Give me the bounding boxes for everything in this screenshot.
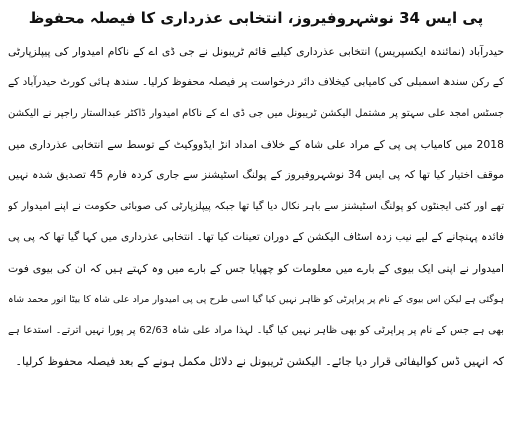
body-line: حیدرآباد (نمائندہ ایکسپریس) انتخابی عذرداری کیلیے قائم ٹریبونل نے جی ڈی اے کے ناکام امیدوار کی پیپلزپارٹی <box>8 45 504 58</box>
body-line: کے رکن سندھ اسمبلی کی کامیابی کیخلاف دائر درخواست پر فیصلہ محفوظ کرلیا۔ سندھ ہائی کورٹ حیدرآباد کے <box>8 76 504 88</box>
article-headline: پی ایس 34 نوشہروفیروز، انتخابی عذرداری کا فیصلہ محفوظ <box>28 9 484 27</box>
body-line: کہ انہیں ڈس کوالیفائی قرار دیا جائے۔ الیکشن ٹریبونل نے دلائل مکمل ہونے کے بعد فیصلہ محفوظ کرلیا۔ <box>15 355 504 368</box>
body-line: بھی ہے جس کے نام پر پراپرٹی کو بھی ظاہر نہیں کیا گیا۔ لہذا مراد علی شاہ 62/63 پر پورا نہیں اترتے۔ استدعا ہے <box>8 325 504 336</box>
body-line: 2018 میں کامیاب پی پی کے مراد علی شاہ کے خلاف امداد انڑ ایڈووکیٹ کے توسط سے انتخابی عذرداری میں <box>8 138 504 151</box>
body-line: فائدہ پہنچانے کے لیے نیب زدہ اسٹاف الیکشن کے دوران تعینات کیا تھا۔ انتخابی عذرداری میں کہا گیا تھا کہ پی پی <box>8 231 504 243</box>
body-line: تھے اور کئی ایجنٹوں کو پولنگ اسٹیشنز سے باہر نکال دیا گیا تھا جبکہ پیپلزپارٹی کی صوبائی حکومت نے اپنے امیدوار کو <box>8 201 504 212</box>
body-line: موقف اختیار کیا تھا کہ پی ایس 34 نوشہروفیروز کے پولنگ اسٹیشنز سے جاری کردہ فارم 45 تصدیق شدہ نہیں <box>8 169 504 181</box>
body-line: ہوگئی ہے لیکن اس بیوی کے نام پر پراپرٹی کو ظاہر نہیں کیا گیا اسی طرح پی پی امیدوار مراد علی شاہ کا بیٹا انور محمد شاہ <box>8 294 504 305</box>
body-line: امیدوار نے اپنی ایک بیوی کے بارے میں معلومات کو چھپایا جس کے بارے میں وہ کہتے ہیں کہ ان کی بیوی فوت <box>8 262 504 275</box>
article-body <box>8 36 504 377</box>
body-line: جسٹس امجد علی سہتو پر مشتمل الیکشن ٹریبونل میں جی ڈی اے کے ناکام امیدوار ڈاکٹر عبدالستار راجپر نے الیکشن <box>8 108 504 119</box>
